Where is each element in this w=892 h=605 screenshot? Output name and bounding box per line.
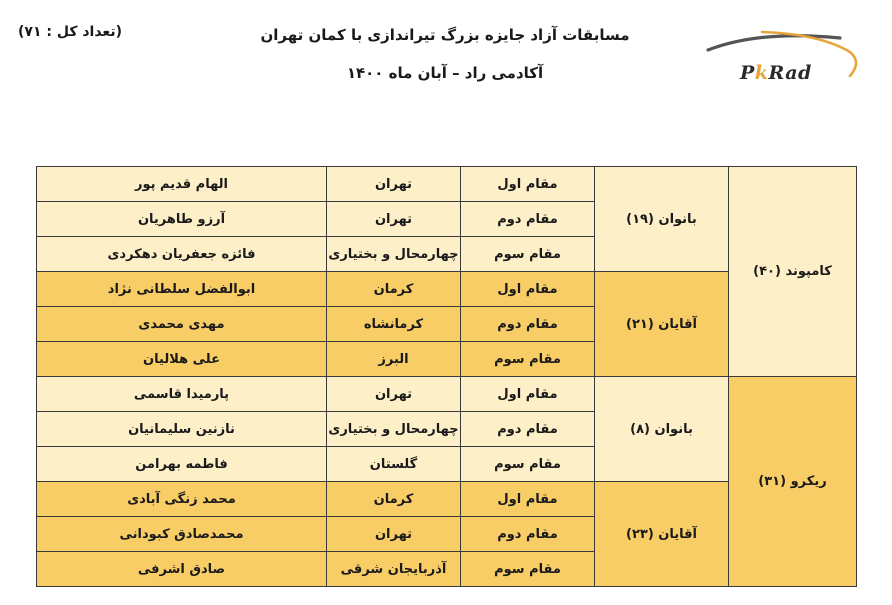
- athlete-cell: محمدصادق کبودانی: [37, 517, 327, 552]
- group-cell: آقایان (۲۳): [595, 482, 729, 587]
- group-cell: بانوان (۱۹): [595, 167, 729, 272]
- rank-cell: مقام دوم: [461, 202, 595, 237]
- athlete-cell: فاطمه بهرامن: [37, 447, 327, 482]
- athlete-cell: محمد زنگی آبادی: [37, 482, 327, 517]
- province-cell: تهران: [327, 167, 461, 202]
- province-cell: کرمان: [327, 482, 461, 517]
- total-count: (تعداد کل : ۷۱): [18, 24, 122, 40]
- group-cell: آقایان (۲۱): [595, 272, 729, 377]
- athlete-cell: ابوالفضل سلطانی نژاد: [37, 272, 327, 307]
- table-row: [37, 377, 857, 412]
- province-cell: گلستان: [327, 447, 461, 482]
- rank-cell: مقام سوم: [461, 342, 595, 377]
- athlete-cell: فائزه جعفریان دهکردی: [37, 237, 327, 272]
- rank-cell: مقام اول: [461, 377, 595, 412]
- athlete-cell: پارمیدا قاسمی: [37, 377, 327, 412]
- division-cell: کامپوند (۴۰): [729, 167, 857, 377]
- rank-cell: مقام سوم: [461, 237, 595, 272]
- rank-cell: مقام اول: [461, 482, 595, 517]
- province-cell: تهران: [327, 377, 461, 412]
- rank-cell: مقام دوم: [461, 517, 595, 552]
- athlete-cell: آرزو طاهریان: [37, 202, 327, 237]
- athlete-cell: الهام قدیم پور: [37, 167, 327, 202]
- page-subtitle: آکادمی راد – آبان ماه ۱۴۰۰: [346, 64, 544, 82]
- province-cell: چهارمحال و بختیاری: [327, 237, 461, 272]
- athlete-cell: نازنین سلیمانیان: [37, 412, 327, 447]
- results-table: [36, 166, 857, 587]
- province-cell: کرمان: [327, 272, 461, 307]
- athlete-cell: صادق اشرفی: [37, 552, 327, 587]
- province-cell: تهران: [327, 202, 461, 237]
- province-cell: چهارمحال و بختیاری: [327, 412, 461, 447]
- rank-cell: مقام سوم: [461, 447, 595, 482]
- athlete-cell: مهدی محمدی: [37, 307, 327, 342]
- rank-cell: مقام دوم: [461, 307, 595, 342]
- province-cell: آذربایجان شرقی: [327, 552, 461, 587]
- logo: [700, 28, 870, 88]
- group-cell: بانوان (۸): [595, 377, 729, 482]
- rank-cell: مقام اول: [461, 272, 595, 307]
- province-cell: البرز: [327, 342, 461, 377]
- rank-cell: مقام دوم: [461, 412, 595, 447]
- page-title: مسابقات آزاد جایزه بزرگ تیراندازی با کمان تهران: [260, 26, 630, 44]
- rank-cell: مقام اول: [461, 167, 595, 202]
- division-cell: ریکرو (۳۱): [729, 377, 857, 587]
- table-row: [37, 167, 857, 202]
- rank-cell: مقام سوم: [461, 552, 595, 587]
- logo-text: PkRad: [740, 62, 812, 84]
- province-cell: کرمانشاه: [327, 307, 461, 342]
- athlete-cell: علی هلالیان: [37, 342, 327, 377]
- province-cell: تهران: [327, 517, 461, 552]
